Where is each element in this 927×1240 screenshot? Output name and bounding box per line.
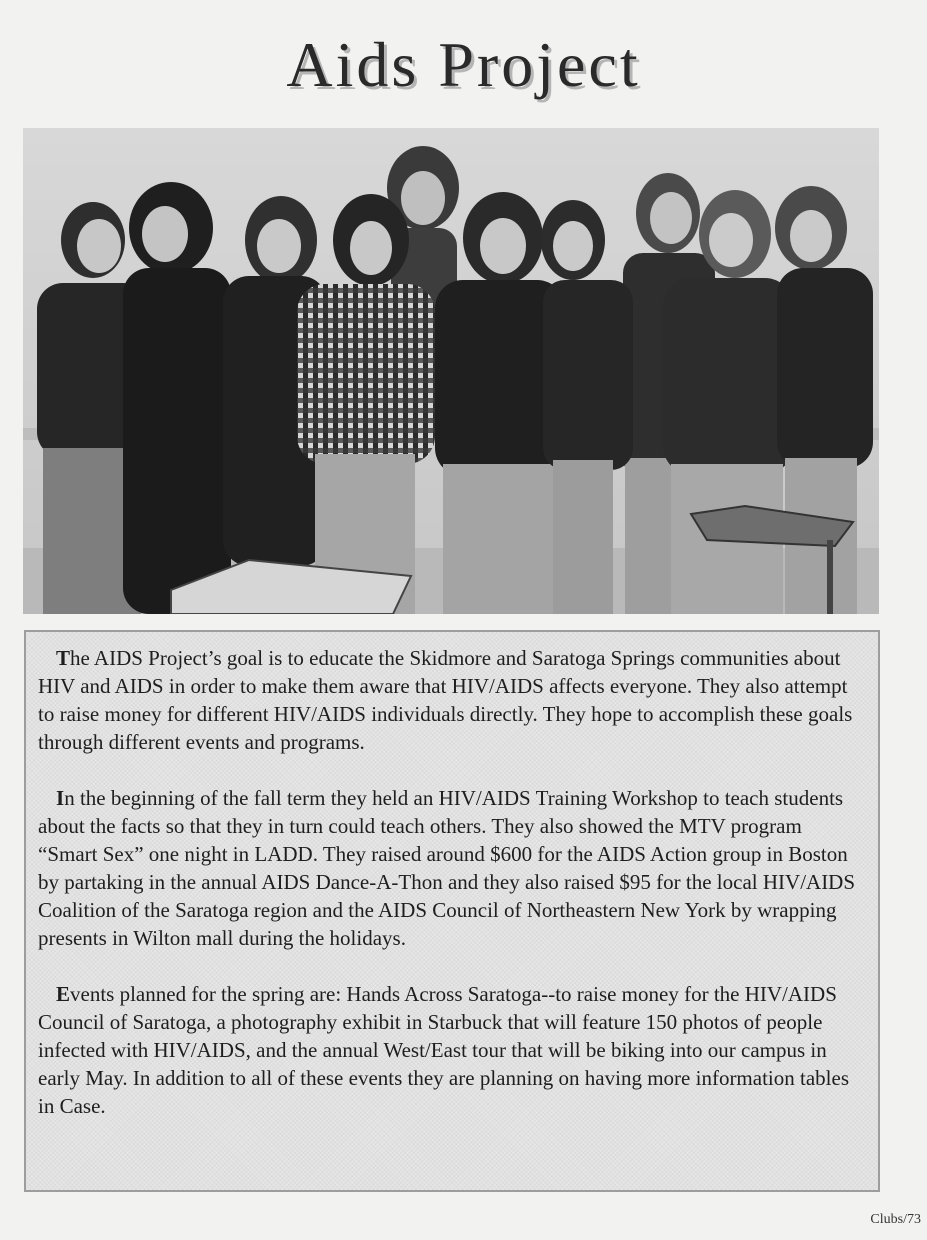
group-photo [23,128,879,614]
page-title: Aids Project [286,29,641,100]
paragraph-fall-term [38,784,866,952]
page-folio: Clubs/73 [870,1212,921,1227]
paragraph-goal [38,644,866,756]
drop-cap: T [56,646,71,670]
paragraph-spring-events [38,980,866,1120]
drop-cap: E [56,982,71,1006]
article-text-box [24,630,880,1192]
drop-cap: I [56,786,65,810]
paragraph-text: vents planned for the spring are: Hands Across Saratoga--to raise money for the HIV/AIDS Council of Saratoga, a photography exhibit in Starbuck that will feature 150 photos of people infected with HIV/AIDS, and the annual West/East tour that will be biking into our campus in early May. In addition to all of these events they are planning on having more information tables in Case. [38,982,849,1118]
group-photo-illustration [23,128,879,614]
paragraph-text: he AIDS Project’s goal is to educate the Skidmore and Saratoga Springs communities about HIV and AIDS in order to make them aware that HIV/AIDS affects everyone. They also attempt to raise money for different HIV/AIDS individuals directly. They hope to accomplish these goals through different events and programs. [38,646,853,754]
paragraph-text: n the beginning of the fall term they held an HIV/AIDS Training Workshop to teach students about the facts so that they in turn could teach others. They also showed the MTV program “Smart Sex” one night in LADD. They raised around $600 for the AIDS Action group in Boston by partaking in the annual AIDS Dance-A-Thon and they also raised $95 for the local HIV/AIDS Coalition of the Saratoga region and the AIDS Council of Northeastern New York by wrapping presents in Wilton mall during the holidays. [38,786,856,950]
